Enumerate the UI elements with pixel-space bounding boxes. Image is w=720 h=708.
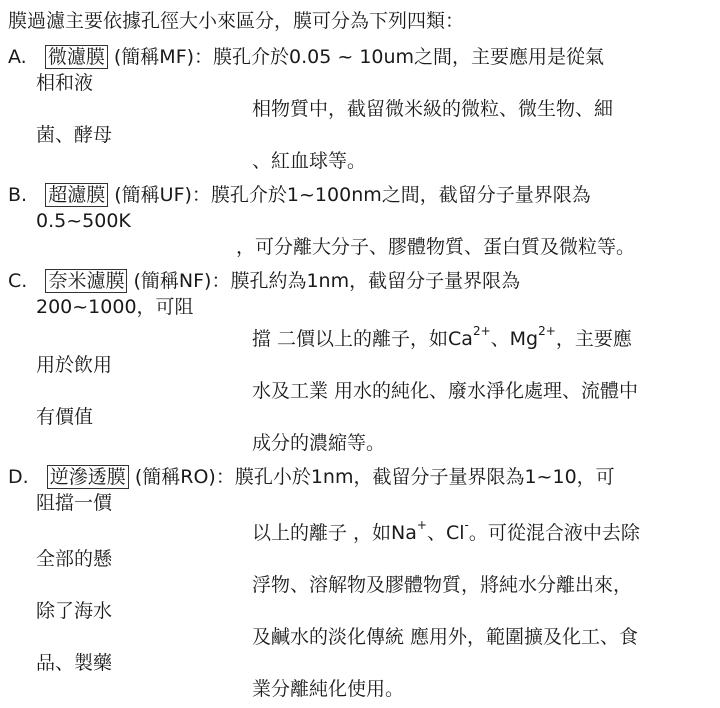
item-c-wrap2: 用於飲用 — [36, 354, 113, 376]
item-d-line4: 及鹹水的淡化傳統 應用外，範圍擴及化工、食 — [252, 626, 639, 648]
item-c-sup2: 2+ — [538, 323, 556, 338]
item-c-line2 — [252, 323, 632, 352]
item-d-sup1: + — [416, 517, 427, 532]
item-c-sup1: 2+ — [472, 323, 491, 338]
item-b-letter: B. — [8, 184, 28, 206]
item-b-desc: (簡稱UF)：膜孔介於1~100nm之間，截留分子量界限為 — [108, 184, 591, 206]
item-d-sup2: - — [464, 517, 469, 532]
item-c-term: 奈米濾膜 — [45, 269, 127, 293]
item-d-line2-b: 、Cl — [426, 522, 465, 544]
item-d-line2-a: 以上的離子 ，如Na — [252, 522, 417, 544]
item-d-line2 — [252, 517, 640, 546]
item-d-desc: (簡稱RO)：膜孔小於1nm，截留分子量界限為1~10，可 — [128, 466, 615, 488]
item-d-term: 逆滲透膜 — [47, 465, 129, 489]
item-d-wrap1: 阻擋一價 — [36, 492, 113, 514]
item-d-line5: 業分離純化使用。 — [252, 678, 405, 700]
intro-text: 膜過濾主要依據孔徑大小來區分，膜可分為下列四類： — [8, 10, 465, 32]
item-d-wrap3: 除了海水 — [36, 600, 113, 622]
item-c-line2-c: ，主要應 — [555, 328, 632, 350]
item-a-term: 微濾膜 — [45, 45, 108, 69]
item-c-line4: 成分的濃縮等。 — [252, 432, 386, 454]
item-a-wrap2: 菌、酵母 — [36, 124, 113, 146]
item-a-desc: (簡稱MF)：膜孔介於0.05 ~ 10um之間，主要應用是從氣 — [107, 46, 605, 68]
item-c-first-line — [8, 268, 520, 294]
item-c-line2-a: 擋 二價以上的離子，如Ca — [252, 328, 473, 350]
item-c-line3: 水及工業 用水的純化、廢水淨化處理、流體中 — [252, 380, 639, 402]
item-d-first-line — [8, 464, 615, 490]
item-a-wrap1: 相和液 — [36, 72, 94, 94]
item-c-wrap3: 有價值 — [36, 406, 94, 428]
item-d-wrap2: 全部的懸 — [36, 548, 113, 570]
item-c-wrap1: 200~1000，可阻 — [36, 296, 194, 318]
item-d-line3: 浮物、溶解物及膠體物質，將純水分離出來， — [252, 574, 633, 596]
item-a-line2: 相物質中，截留微米級的微粒、微生物、細 — [252, 98, 614, 120]
item-d-wrap4: 品、製藥 — [36, 652, 113, 674]
item-d-line2-c: 。可從混合液中去除 — [468, 522, 640, 544]
item-b-first-line — [8, 182, 591, 208]
item-a-first-line — [8, 44, 604, 70]
item-d-letter: D. — [8, 466, 29, 488]
item-c-line2-b: 、Mg — [490, 328, 539, 350]
item-a-letter: A. — [8, 46, 27, 68]
item-c-letter: C. — [8, 270, 28, 292]
item-b-wrap1: 0.5~500K — [36, 210, 131, 232]
item-b-line2: ，可分離大分子、膠體物質、蛋白質及微粒等。 — [236, 236, 636, 258]
item-a-line3: 、紅血球等。 — [252, 150, 367, 172]
item-c-desc: (簡稱NF)：膜孔約為1nm，截留分子量界限為 — [127, 270, 521, 292]
item-b-term: 超濾膜 — [45, 183, 108, 207]
